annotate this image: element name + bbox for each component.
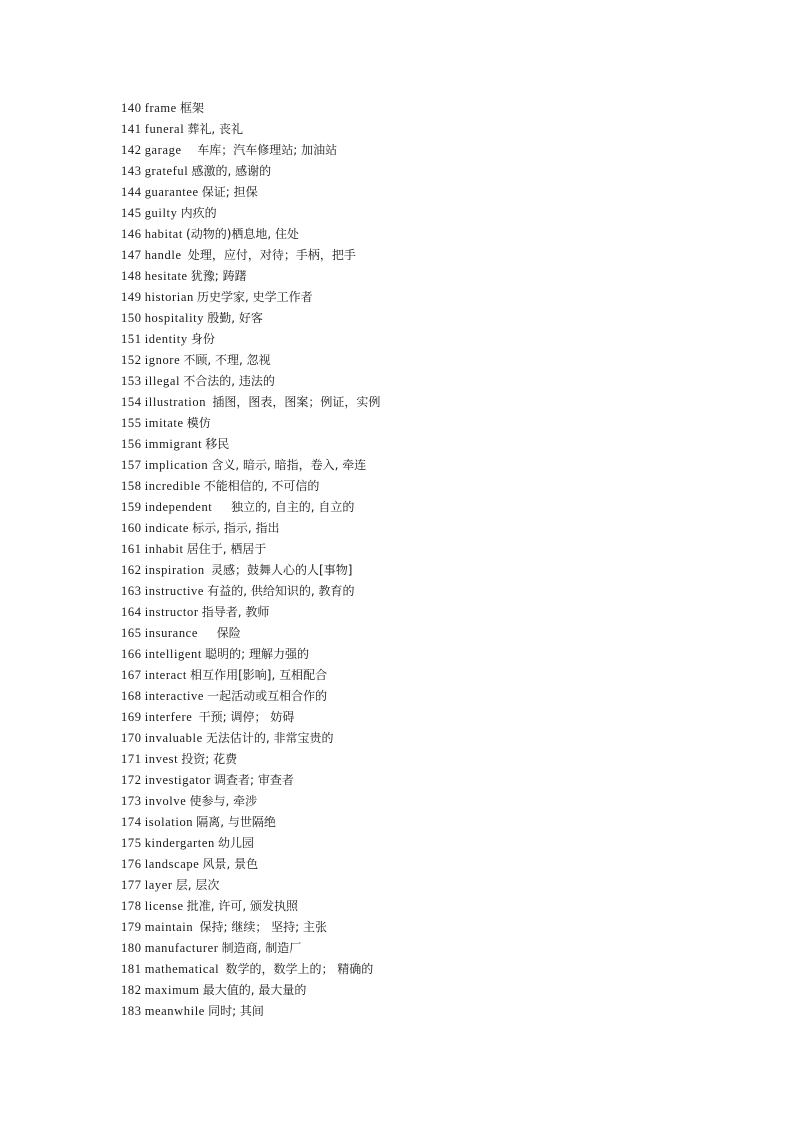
entry-definition: 有益的, 供给知识的, 教育的 xyxy=(207,584,355,598)
entry-number: 158 xyxy=(121,479,142,493)
entry-number: 157 xyxy=(121,458,142,472)
entry-word: incredible xyxy=(144,479,201,493)
entry-definition: 身份 xyxy=(190,332,215,346)
vocab-entry xyxy=(121,602,380,623)
entry-word: landscape xyxy=(144,857,200,871)
entry-number: 170 xyxy=(121,731,142,745)
vocab-entry xyxy=(121,749,380,770)
vocab-entry xyxy=(121,539,380,560)
entry-definition: 标示, 指示, 指出 xyxy=(192,521,280,535)
entry-number: 142 xyxy=(121,143,142,157)
vocab-entry xyxy=(121,581,380,602)
entry-word: guilty xyxy=(144,206,178,220)
entry-number: 181 xyxy=(121,962,142,976)
entry-definition: 居住于, 栖居于 xyxy=(186,542,267,556)
entry-number: 155 xyxy=(121,416,142,430)
vocab-entry xyxy=(121,959,380,980)
entry-definition: 框架 xyxy=(179,101,204,115)
entry-number: 147 xyxy=(121,248,142,262)
entry-number: 151 xyxy=(121,332,142,346)
entry-word: hesitate xyxy=(144,269,188,283)
entry-definition: 不合法的, 违法的 xyxy=(183,374,275,388)
entry-word: guarantee xyxy=(144,185,199,199)
entry-word: investigator xyxy=(144,773,211,787)
entry-number: 177 xyxy=(121,878,142,892)
vocab-entry xyxy=(121,665,380,686)
entry-word: handle xyxy=(144,248,182,262)
entry-word: invest xyxy=(144,752,179,766)
vocab-entry xyxy=(121,350,380,371)
entry-word: maintain xyxy=(144,920,194,934)
entry-number: 162 xyxy=(121,563,142,577)
vocab-entry xyxy=(121,980,380,1001)
vocab-entry xyxy=(121,182,380,203)
entry-definition: 一起活动或互相合作的 xyxy=(207,689,328,703)
vocab-entry xyxy=(121,938,380,959)
vocab-entry xyxy=(121,329,380,350)
vocab-entry xyxy=(121,686,380,707)
entry-word: intelligent xyxy=(144,647,202,661)
entry-number: 171 xyxy=(121,752,142,766)
vocab-entry xyxy=(121,392,380,413)
entry-number: 176 xyxy=(121,857,142,871)
entry-word: interactive xyxy=(144,689,205,703)
entry-word: isolation xyxy=(144,815,194,829)
entry-number: 163 xyxy=(121,584,142,598)
entry-number: 141 xyxy=(121,122,142,136)
vocab-entry xyxy=(121,560,380,581)
entry-number: 167 xyxy=(121,668,142,682)
entry-word: imitate xyxy=(144,416,184,430)
entry-definition: 聪明的; 理解力强的 xyxy=(205,647,309,661)
vocab-entry xyxy=(121,1001,380,1022)
entry-definition: 风景, 景色 xyxy=(202,857,259,871)
vocab-entry xyxy=(121,266,380,287)
vocab-entry xyxy=(121,434,380,455)
entry-definition: 含义, 暗示, 暗指，卷入, 牵连 xyxy=(211,458,367,472)
entry-word: grateful xyxy=(144,164,189,178)
vocab-entry xyxy=(121,161,380,182)
entry-number: 149 xyxy=(121,290,142,304)
entry-number: 173 xyxy=(121,794,142,808)
entry-number: 144 xyxy=(121,185,142,199)
vocab-entry xyxy=(121,476,380,497)
entry-separator xyxy=(198,626,217,640)
entry-word: instructive xyxy=(144,584,205,598)
entry-definition: 移民 xyxy=(205,437,230,451)
entry-definition: 数学的，数学上的； 精确的 xyxy=(225,962,374,976)
entry-definition: 保险 xyxy=(216,626,241,640)
entry-definition: 犹豫; 踌躇 xyxy=(190,269,247,283)
entry-definition: 同时; 其间 xyxy=(208,1004,264,1018)
entry-word: meanwhile xyxy=(144,1004,205,1018)
entry-word: inhabit xyxy=(144,542,184,556)
entry-number: 148 xyxy=(121,269,142,283)
entry-word: frame xyxy=(144,101,177,115)
vocab-entry xyxy=(121,728,380,749)
entry-word: indicate xyxy=(144,521,190,535)
vocab-entry xyxy=(121,854,380,875)
entry-definition: 无法估计的, 非常宝贵的 xyxy=(205,731,334,745)
entry-definition: (动物的)栖息地, 住处 xyxy=(186,227,300,241)
entry-definition: 模仿 xyxy=(186,416,211,430)
vocab-entry xyxy=(121,203,380,224)
vocab-entry xyxy=(121,791,380,812)
entry-number: 178 xyxy=(121,899,142,913)
entry-definition: 相互作用[影响], 互相配合 xyxy=(190,668,328,682)
entry-number: 143 xyxy=(121,164,142,178)
entry-definition: 感激的, 感谢的 xyxy=(191,164,272,178)
vocab-entry xyxy=(121,875,380,896)
entry-number: 169 xyxy=(121,710,142,724)
entry-definition: 处理，应付，对待；手柄，把手 xyxy=(187,248,356,262)
entry-definition: 灵感；鼓舞人心的人[事物] xyxy=(211,563,353,577)
entry-word: kindergarten xyxy=(144,836,215,850)
entry-word: maximum xyxy=(144,983,200,997)
entry-definition: 葬礼, 丧礼 xyxy=(187,122,244,136)
entry-definition: 使参与, 牵涉 xyxy=(189,794,258,808)
entry-number: 160 xyxy=(121,521,142,535)
entry-definition: 车库；汽车修理站; 加油站 xyxy=(197,143,338,157)
vocab-entry xyxy=(121,287,380,308)
entry-word: implication xyxy=(144,458,209,472)
entry-word: inspiration xyxy=(144,563,205,577)
entry-number: 175 xyxy=(121,836,142,850)
vocab-entry xyxy=(121,896,380,917)
entry-number: 179 xyxy=(121,920,142,934)
vocab-entry xyxy=(121,497,380,518)
vocab-entry xyxy=(121,308,380,329)
entry-word: habitat xyxy=(144,227,183,241)
entry-definition: 不顾, 不理, 忽视 xyxy=(183,353,271,367)
entry-number: 154 xyxy=(121,395,142,409)
entry-number: 153 xyxy=(121,374,142,388)
entry-definition: 调查者; 审查者 xyxy=(214,773,294,787)
entry-word: illustration xyxy=(144,395,207,409)
entry-word: funeral xyxy=(144,122,185,136)
entry-number: 159 xyxy=(121,500,142,514)
vocab-entry xyxy=(121,770,380,791)
entry-number: 168 xyxy=(121,689,142,703)
entry-word: historian xyxy=(144,290,194,304)
vocab-entry xyxy=(121,455,380,476)
entry-definition: 隔离, 与世隔绝 xyxy=(196,815,276,829)
entry-word: layer xyxy=(144,878,173,892)
entry-word: immigrant xyxy=(144,437,203,451)
entry-word: garage xyxy=(144,143,182,157)
entry-number: 180 xyxy=(121,941,142,955)
entry-number: 172 xyxy=(121,773,142,787)
entry-number: 166 xyxy=(121,647,142,661)
entry-definition: 层, 层次 xyxy=(175,878,220,892)
entry-number: 182 xyxy=(121,983,142,997)
entry-definition: 保持; 继续； 坚持; 主张 xyxy=(199,920,328,934)
entry-number: 140 xyxy=(121,101,142,115)
entry-number: 150 xyxy=(121,311,142,325)
entry-number: 164 xyxy=(121,605,142,619)
vocab-entry xyxy=(121,644,380,665)
entry-word: independent xyxy=(144,500,213,514)
vocab-entry xyxy=(121,371,380,392)
entry-number: 174 xyxy=(121,815,142,829)
entry-number: 146 xyxy=(121,227,142,241)
entry-definition: 殷勤, 好客 xyxy=(207,311,263,325)
entry-number: 161 xyxy=(121,542,142,556)
entry-number: 145 xyxy=(121,206,142,220)
vocabulary-list xyxy=(121,98,380,1022)
vocab-entry xyxy=(121,224,380,245)
entry-definition: 插图，图表，图案；例证，实例 xyxy=(212,395,381,409)
entry-definition: 干预; 调停； 妨碍 xyxy=(198,710,295,724)
vocab-entry xyxy=(121,119,380,140)
entry-number: 152 xyxy=(121,353,142,367)
entry-word: involve xyxy=(144,794,187,808)
vocab-entry xyxy=(121,917,380,938)
entry-separator xyxy=(182,143,198,157)
vocab-entry xyxy=(121,623,380,644)
vocab-entry xyxy=(121,812,380,833)
entry-word: interfere xyxy=(144,710,193,724)
vocab-entry xyxy=(121,245,380,266)
entry-word: insurance xyxy=(144,626,198,640)
entry-definition: 指导者, 教师 xyxy=(201,605,270,619)
entry-definition: 独立的, 自主的, 自立的 xyxy=(231,500,355,514)
entry-word: hospitality xyxy=(144,311,205,325)
entry-number: 183 xyxy=(121,1004,142,1018)
entry-word: invaluable xyxy=(144,731,203,745)
entry-definition: 保证; 担保 xyxy=(201,185,258,199)
vocab-entry xyxy=(121,140,380,161)
entry-definition: 投资; 花费 xyxy=(181,752,238,766)
entry-number: 165 xyxy=(121,626,142,640)
entry-word: instructor xyxy=(144,605,199,619)
entry-word: license xyxy=(144,899,184,913)
entry-definition: 内疚的 xyxy=(180,206,217,220)
entry-separator xyxy=(212,500,231,514)
vocab-entry xyxy=(121,833,380,854)
entry-word: illegal xyxy=(144,374,181,388)
entry-definition: 制造商, 制造厂 xyxy=(221,941,302,955)
entry-number: 156 xyxy=(121,437,142,451)
entry-word: mathematical xyxy=(144,962,220,976)
entry-word: identity xyxy=(144,332,188,346)
entry-word: ignore xyxy=(144,353,181,367)
vocab-entry xyxy=(121,707,380,728)
entry-word: manufacturer xyxy=(144,941,219,955)
vocab-entry xyxy=(121,413,380,434)
entry-definition: 最大值的, 最大量的 xyxy=(202,983,307,997)
entry-definition: 批准, 许可, 颁发执照 xyxy=(186,899,298,913)
entry-definition: 不能相信的, 不可信的 xyxy=(203,479,320,493)
entry-definition: 历史学家, 史学工作者 xyxy=(196,290,313,304)
entry-definition: 幼儿园 xyxy=(217,836,254,850)
entry-word: interact xyxy=(144,668,187,682)
vocab-entry xyxy=(121,98,380,119)
vocab-entry xyxy=(121,518,380,539)
